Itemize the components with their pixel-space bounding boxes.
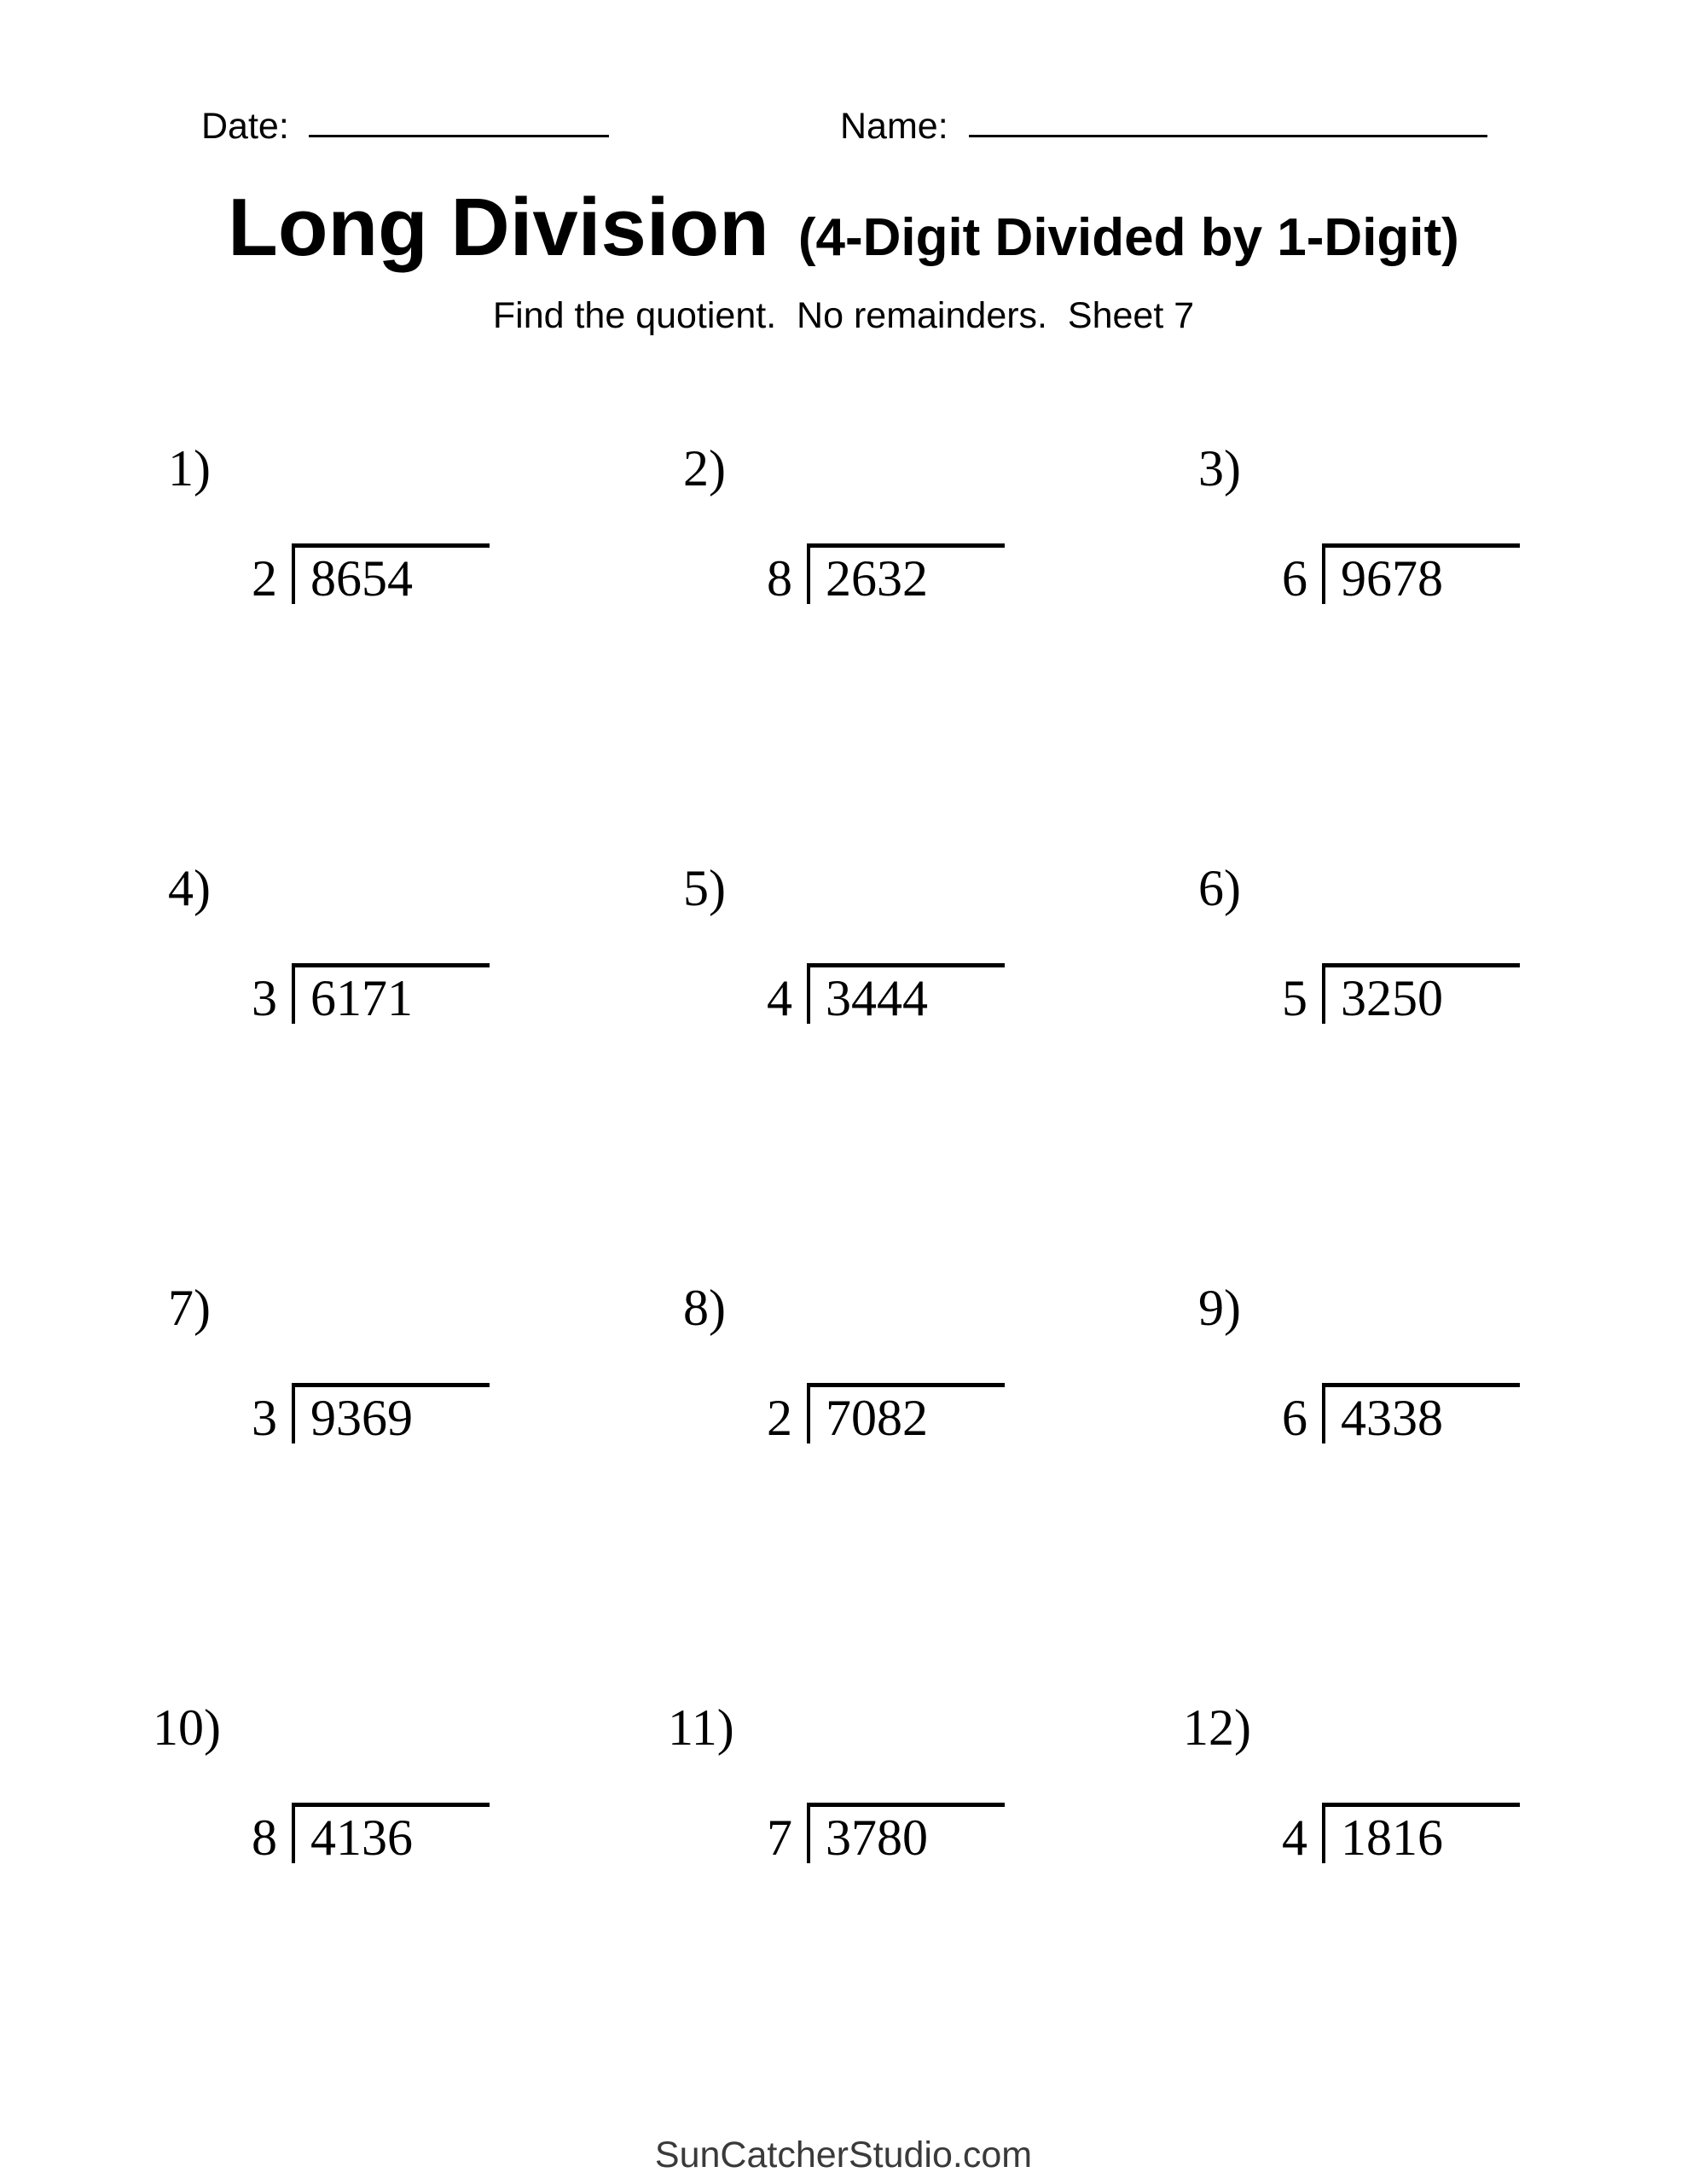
problem-number: 2) — [683, 440, 726, 497]
name-label: Name: — [840, 106, 948, 147]
long-division-bracket — [1282, 963, 1520, 1024]
problem-number: 8) — [683, 1280, 726, 1336]
long-division-bracket — [1282, 543, 1520, 607]
problem-11 — [668, 1690, 1183, 2110]
page-title — [0, 181, 1687, 275]
problem-number: 5) — [683, 860, 726, 916]
problem-number: 7) — [168, 1280, 211, 1336]
divisor: 6 — [1282, 1390, 1307, 1446]
problem-9 — [1183, 1270, 1687, 1690]
dividend: 3444 — [807, 963, 1005, 1024]
dividend: 3780 — [807, 1803, 1005, 1863]
date-label: Date: — [201, 106, 289, 147]
divisor: 7 — [767, 1809, 792, 1866]
divisor: 3 — [252, 970, 277, 1026]
problem-number: 3) — [1198, 440, 1241, 497]
divisor: 2 — [767, 1390, 792, 1446]
problem-8 — [668, 1270, 1183, 1690]
long-division-bracket — [767, 1383, 1005, 1446]
problem-number: 12) — [1183, 1699, 1251, 1756]
dividend: 1816 — [1322, 1803, 1520, 1863]
divisor: 4 — [1282, 1809, 1307, 1866]
footer-website: SunCatcherStudio.com — [654, 2135, 1033, 2175]
long-division-bracket — [252, 1383, 490, 1446]
dividend: 4136 — [292, 1803, 490, 1863]
problem-4 — [153, 851, 668, 1270]
long-division-bracket — [1282, 1803, 1520, 1866]
divisor: 6 — [1282, 550, 1307, 607]
title-qualifier: (4-Digit Divided by 1-Digit) — [797, 208, 1459, 267]
dividend: 6171 — [292, 963, 490, 1024]
long-division-bracket — [252, 543, 490, 607]
dividend: 4338 — [1322, 1383, 1520, 1443]
date-underline — [309, 102, 609, 137]
instructions: Find the quotient. No remainders. Sheet 7 — [492, 295, 1195, 336]
problem-number: 6) — [1198, 860, 1241, 916]
problem-number: 10) — [153, 1699, 221, 1756]
problem-number: 4) — [168, 860, 211, 916]
problem-1 — [153, 431, 668, 851]
problem-10 — [153, 1690, 668, 2110]
problem-3 — [1183, 431, 1687, 851]
long-division-bracket — [767, 543, 1005, 607]
problem-12 — [1183, 1690, 1687, 2110]
problem-6 — [1183, 851, 1687, 1270]
title-main: Long Division — [228, 182, 769, 273]
problem-number: 9) — [1198, 1280, 1241, 1336]
dividend: 7082 — [807, 1383, 1005, 1443]
problem-5 — [668, 851, 1183, 1270]
problem-number: 11) — [668, 1699, 734, 1756]
problem-7 — [153, 1270, 668, 1690]
long-division-bracket — [252, 1803, 490, 1866]
divisor: 2 — [252, 550, 277, 607]
dividend: 9369 — [292, 1383, 490, 1443]
dividend: 2632 — [807, 543, 1005, 604]
problem-2 — [668, 431, 1183, 851]
divisor: 4 — [767, 970, 792, 1026]
divisor: 5 — [1282, 970, 1307, 1026]
dividend: 3250 — [1322, 963, 1520, 1024]
divisor: 8 — [767, 550, 792, 607]
problems-grid — [153, 431, 1687, 2110]
divisor: 3 — [252, 1390, 277, 1446]
long-division-bracket — [1282, 1383, 1520, 1446]
long-division-bracket — [767, 963, 1005, 1024]
long-division-bracket — [252, 963, 490, 1024]
problem-number: 1) — [168, 440, 211, 497]
name-underline — [969, 102, 1487, 137]
dividend: 9678 — [1322, 543, 1520, 604]
long-division-bracket — [767, 1803, 1005, 1866]
divisor: 8 — [252, 1809, 277, 1866]
dividend: 8654 — [292, 543, 490, 604]
